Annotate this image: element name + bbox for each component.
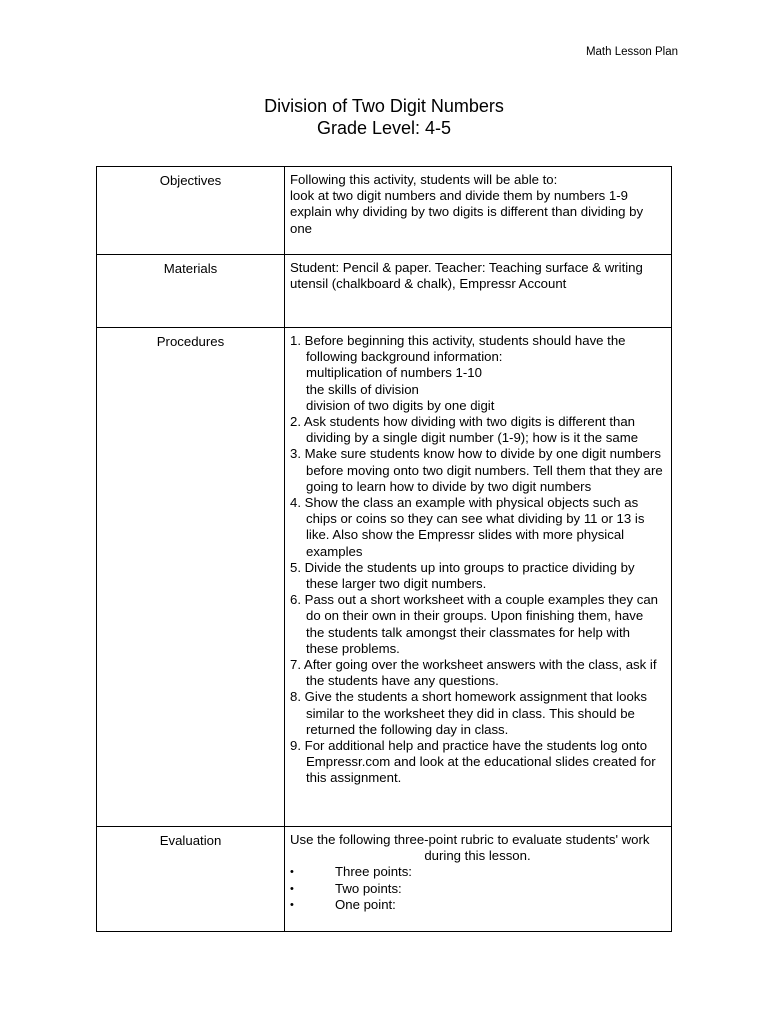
materials-row <box>97 255 672 328</box>
bullet-icon: • <box>290 898 294 911</box>
bullet-icon: • <box>290 866 294 879</box>
materials-label: Materials <box>97 255 285 328</box>
background-item: multiplication of numbers 1-10 <box>306 365 482 381</box>
evaluation-row <box>97 827 672 932</box>
title-line-2: Grade Level: 4-5 <box>316 118 452 138</box>
materials-content: Student: Pencil & paper. Teacher: Teaching surface & writing utensil (chalkboard & chalk), Empressr Account <box>285 255 672 328</box>
background-item: division of two digits by one digit <box>306 397 495 413</box>
procedure-steps-list <box>290 333 665 787</box>
procedures-row <box>97 328 672 827</box>
rubric-point <box>290 864 665 880</box>
procedure-step: 2. Ask students how dividing with two digits is different than dividing by a single digit number (1-9); how is it the same <box>290 414 639 446</box>
evaluation-content <box>285 827 672 932</box>
objectives-content <box>285 167 672 255</box>
procedure-step: 6. Pass out a short worksheet with a couple examples they can do on their own in their groups. Upon finishing them, have the students talk amongst their classmates for help with these problems. <box>290 592 658 656</box>
rubric-point-label: Two points: <box>335 880 402 896</box>
objectives-line: Following this activity, students will be able to: <box>290 172 558 187</box>
background-item: the skills of division <box>306 381 419 397</box>
procedure-step: 5. Divide the students up into groups to practice dividing by these larger two digit numbers. <box>290 559 635 592</box>
rubric-points-list <box>290 864 665 913</box>
rubric-point-label: Three points: <box>335 864 412 880</box>
rubric-point-label: One point: <box>335 896 396 912</box>
document-title <box>0 95 768 139</box>
objectives-row <box>97 167 672 255</box>
procedures-label: Procedures <box>97 328 285 827</box>
document-header-label: Math Lesson Plan <box>585 46 678 58</box>
procedure-step: 9. For additional help and practice have the students log onto Empressr.com and look at the educational slides created for this assignment. <box>290 738 656 786</box>
procedures-content <box>285 328 672 827</box>
evaluation-intro-cont: during this lesson. <box>424 848 531 864</box>
title-line-1: Division of Two Digit Numbers <box>264 96 504 116</box>
objectives-label: Objectives <box>97 167 285 255</box>
evaluation-intro: Use the following three-point rubric to evaluate students' work <box>290 832 650 847</box>
procedure-step: 1. Before beginning this activity, students should have the following background information: <box>290 333 626 365</box>
evaluation-label: Evaluation <box>97 827 285 932</box>
lesson-plan-table <box>96 166 672 932</box>
bullet-icon: • <box>290 882 294 895</box>
rubric-point <box>290 897 665 913</box>
objectives-line: look at two digit numbers and divide them by numbers 1-9 <box>290 188 628 204</box>
objectives-line: explain why dividing by two digits is different than dividing by one <box>290 204 644 236</box>
procedure-step: 4. Show the class an example with physical objects such as chips or coins so they can see what dividing by 11 or 13 is like. Also show the Empressr slides with more physical examples <box>290 495 645 559</box>
procedure-step: 3. Make sure students know how to divide by one digit numbers before moving onto two digit numbers. Tell them that they are going to learn how to divide by two digit numbers <box>290 446 663 494</box>
procedure-step: 7. After going over the worksheet answers with the class, ask if the students have any questions. <box>290 657 657 689</box>
procedure-step: 8. Give the students a short homework assignment that looks similar to the worksheet they did in class. This should be returned the following day in class. <box>290 689 647 737</box>
rubric-point <box>290 881 665 897</box>
